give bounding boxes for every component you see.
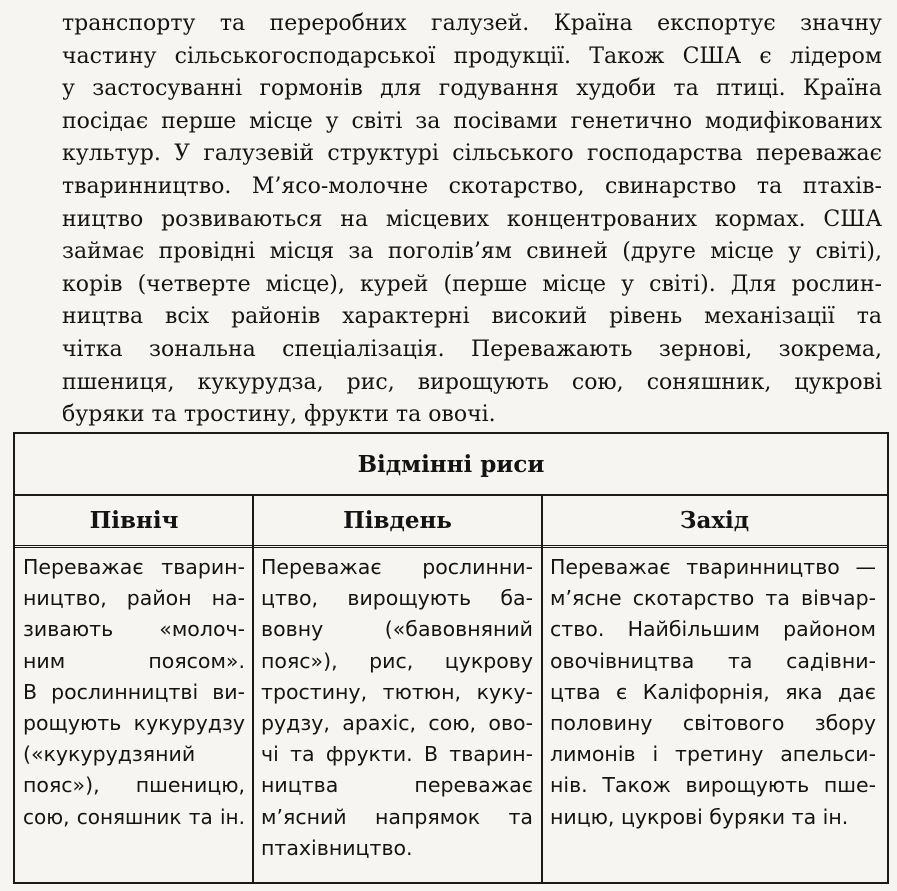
paragraph-line: частину сільськогосподарської продукції. Також США є лідером [62, 43, 882, 69]
column-divider [541, 496, 543, 882]
paragraph-line: пшениця, кукурудза, рис, вирощують сою, соняшник, цукрові [62, 369, 882, 395]
column-header-west: Захід [542, 496, 887, 548]
paragraph-line: буряки та тростину, фрукти та овочі. [62, 402, 496, 428]
paragraph-line: займає провідні місця за поголів’ям свиней (друге місце у світі), [62, 239, 882, 265]
cell-north [23, 548, 245, 882]
cell-line: вовну («бавовняний [261, 617, 533, 642]
paragraph-line: чітка зональна спеціалізація. Переважають зернові, зокрема, [62, 336, 882, 362]
cell-line: цтво, вирощують ба- [261, 586, 533, 611]
cell-line: м’ясний напрямок та [261, 804, 533, 829]
paragraph-line: корів (четверте місце), курей (перше місце у світі). Для рослин- [62, 271, 882, 297]
cell-south [261, 548, 533, 882]
cell-line: лимонів і третину апельси- [550, 742, 876, 767]
cell-line: пояс»), рис, цукрову [261, 648, 533, 673]
cell-west [550, 548, 876, 882]
cell-line: птахівництво. [261, 835, 413, 860]
paragraph-line: транспорту та переробних галузей. Країна експортує значну [62, 11, 882, 36]
cell-line: половину світового збору [550, 711, 876, 736]
paragraph-line: у застосуванні гормонів для годування худоби та птиці. Країна [62, 76, 882, 102]
column-header-south: Південь [253, 496, 542, 548]
paragraph-line: ництво розвиваються на місцевих концентрованих кормах. США [62, 206, 882, 232]
cell-line: В рослинництві ви- [23, 679, 245, 704]
cell-line: нів. Також вирощують пше- [550, 773, 876, 798]
cell-line: ницю, цукрові буряки та ін. [550, 804, 849, 829]
column-header-north: Північ [15, 496, 253, 548]
table-caption: Відмінні риси [15, 434, 887, 496]
cell-line: цтва є Каліфорнія, яка дає [550, 679, 876, 704]
paragraph-line: культур. У галузевій структурі сільського господарства переважає [62, 141, 882, 167]
cell-line: м’ясне скотарство та вівчар- [550, 586, 876, 611]
cell-line: Переважає тваринництво — [550, 555, 876, 579]
cell-line: сою, соняшник та ін. [23, 804, 245, 829]
cell-line: овочівництва та садівни- [550, 648, 876, 673]
cell-line: Переважає рослинни- [261, 555, 533, 579]
column-divider [252, 496, 254, 882]
body-paragraph [62, 8, 882, 432]
cell-line: чі та фрукти. В тварин- [261, 742, 533, 767]
cell-line: пояс»), пшеницю, [23, 773, 245, 798]
paragraph-line: посідає перше місце у світі за посівами генетично модифікованих [62, 108, 882, 134]
paragraph-line: ництва всіх районів характерні високий рівень механізації та [62, 304, 882, 330]
cell-line: рощують кукурудзу [23, 711, 245, 736]
cell-line: рудзу, арахіс, сою, ово- [261, 711, 533, 736]
cell-line: ство. Найбільшим районом [550, 617, 876, 642]
paragraph-line: тваринництво. М’ясо-молочне скотарство, свинарство та птахів- [62, 173, 882, 199]
cell-line: ним поясом». [23, 648, 245, 673]
cell-line: («кукурудзяний [23, 742, 196, 767]
distinctive-features-table [13, 432, 889, 884]
cell-line: ництва переважає [261, 773, 533, 798]
cell-line: ництво, район на- [23, 586, 245, 611]
cell-line: тростину, тютюн, куку- [261, 679, 533, 704]
cell-line: Переважає тварин- [23, 555, 245, 579]
cell-line: зивають «молоч- [23, 617, 245, 642]
